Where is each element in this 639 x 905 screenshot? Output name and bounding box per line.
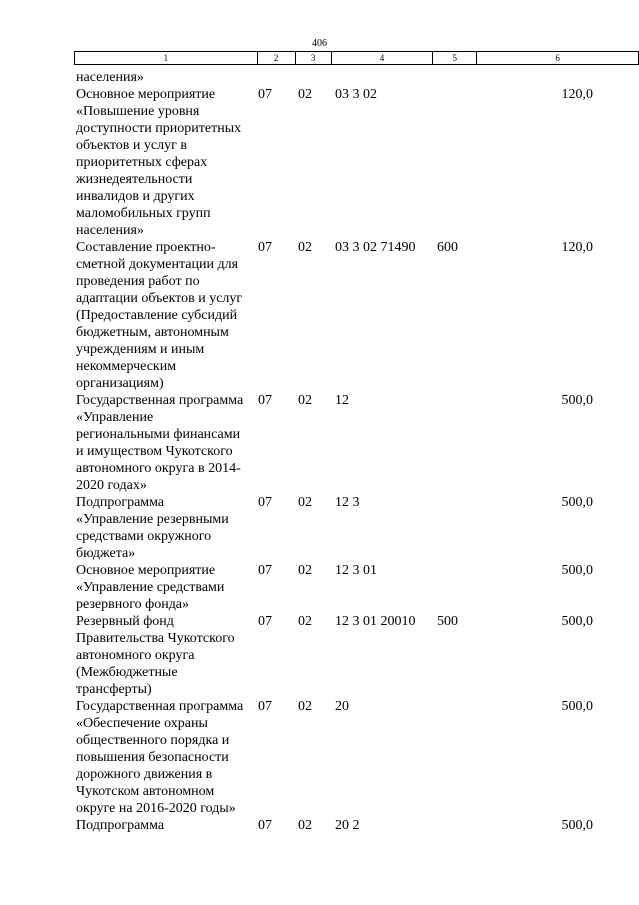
row-amount: 120,0 [561,240,593,255]
row-section: 07 [258,87,272,102]
row-subsection: 02 [298,393,312,408]
row-name-line: округе на 2016-2020 годы» [76,801,236,816]
table-body [0,69,639,834]
row-subsection: 02 [298,87,312,102]
row-target-article: 20 2 [335,818,360,833]
row-amount: 500,0 [561,495,593,510]
row-section: 07 [258,563,272,578]
table-row [0,239,639,392]
row-name-line: адаптации объектов и услуг [76,291,243,306]
row-name-line: Основное мероприятие [76,87,216,102]
row-section: 07 [258,818,272,833]
row-amount: 500,0 [561,699,593,714]
row-subsection: 02 [298,699,312,714]
row-name-line: «Управление [76,410,154,425]
header-row [75,52,639,65]
page-number: 406 [312,38,327,49]
row-subsection: 02 [298,495,312,510]
row-name-line: организациям) [76,376,164,391]
row-name-line: «Управление резервными [76,512,229,527]
row-name-line: некоммерческим [76,359,177,374]
row-name [76,239,258,392]
row-name-line: инвалидов и других [76,189,195,204]
row-name-line: Подпрограмма [76,818,165,833]
row-name-line: дорожного движения в [76,767,213,782]
row-name [76,494,258,562]
row-name [76,86,258,239]
row-name-line: Основное мероприятие [76,563,216,578]
row-name-line: резервного фонда» [76,597,190,612]
table-row [0,817,639,834]
table-header [74,51,639,65]
row-amount: 500,0 [561,614,593,629]
row-amount: 500,0 [561,563,593,578]
row-name-line: «Обеспечение охраны [76,716,208,731]
row-name-line: трансферты) [76,682,152,697]
header-col-3: 3 [295,52,331,65]
row-target-article: 03 3 02 71490 [335,240,416,255]
header-col-4: 4 [331,52,433,65]
row-name [76,698,258,817]
row-amount: 120,0 [561,87,593,102]
row-name-line: «Управление средствами [76,580,225,595]
table-row [0,613,639,698]
row-section: 07 [258,495,272,510]
row-name-line: общественного порядка и [76,733,230,748]
row-name [76,562,258,613]
row-target-article: 12 [335,393,349,408]
row-subsection: 02 [298,818,312,833]
row-name [76,817,258,834]
row-name [76,69,258,86]
row-section: 07 [258,240,272,255]
row-name-line: региональными финансами [76,427,241,442]
row-name-line: проведения работ по [76,274,200,289]
row-name-line: Подпрограмма [76,495,165,510]
row-name-line: Государственная программа [76,699,244,714]
row-name-line: автономного округа в 2014- [76,461,241,476]
row-name-line: (Межбюджетные [76,665,178,680]
table-row [0,392,639,494]
row-name-line: Составление проектно- [76,240,216,255]
row-section: 07 [258,393,272,408]
row-name-line: объектов и услуг в [76,138,187,153]
header-col-5: 5 [433,52,477,65]
row-name-line: бюджета» [76,546,136,561]
row-name-line: и имуществом Чукотского [76,444,233,459]
row-name-line: повышения безопасности [76,750,229,765]
header-col-2: 2 [257,52,295,65]
row-name-line: бюджетным, автономным [76,325,229,340]
row-expense-type: 600 [437,240,458,255]
table-row [0,494,639,562]
row-name-line: доступности приоритетных [76,121,242,136]
row-target-article: 20 [335,699,349,714]
table-row [0,86,639,239]
row-name-line: Резервный фонд [76,614,174,629]
row-name [76,392,258,494]
row-name-line: Государственная программа [76,393,244,408]
row-name [76,613,258,698]
row-name-line: (Предоставление субсидий [76,308,238,323]
row-name-line: маломобильных групп [76,206,211,221]
row-name-line: «Повышение уровня [76,104,200,119]
row-name-line: учреждениям и иным [76,342,205,357]
row-target-article: 12 3 01 [335,563,377,578]
row-amount: 500,0 [561,818,593,833]
row-name-line: населения» [76,223,144,238]
row-expense-type: 500 [437,614,458,629]
row-subsection: 02 [298,614,312,629]
row-target-article: 12 3 [335,495,360,510]
row-name-line: автономного округа [76,648,195,663]
row-name-line: средствами окружного [76,529,212,544]
header-col-1: 1 [75,52,258,65]
row-target-article: 12 3 01 20010 [335,614,416,629]
row-target-article: 03 3 02 [335,87,377,102]
row-amount: 500,0 [561,393,593,408]
row-name-line: Правительства Чукотского [76,631,235,646]
row-section: 07 [258,699,272,714]
table-row [0,69,639,86]
table-row [0,698,639,817]
row-subsection: 02 [298,563,312,578]
row-subsection: 02 [298,240,312,255]
row-name-line: приоритетных сферах [76,155,208,170]
row-name-line: населения» [76,70,144,85]
row-name-line: Чукотском автономном [76,784,215,799]
row-section: 07 [258,614,272,629]
row-name-line: сметной документации для [76,257,239,272]
table-row [0,562,639,613]
row-name-line: жизнедеятельности [76,172,193,187]
row-name-line: 2020 годах» [76,478,147,493]
header-col-6: 6 [477,52,639,65]
